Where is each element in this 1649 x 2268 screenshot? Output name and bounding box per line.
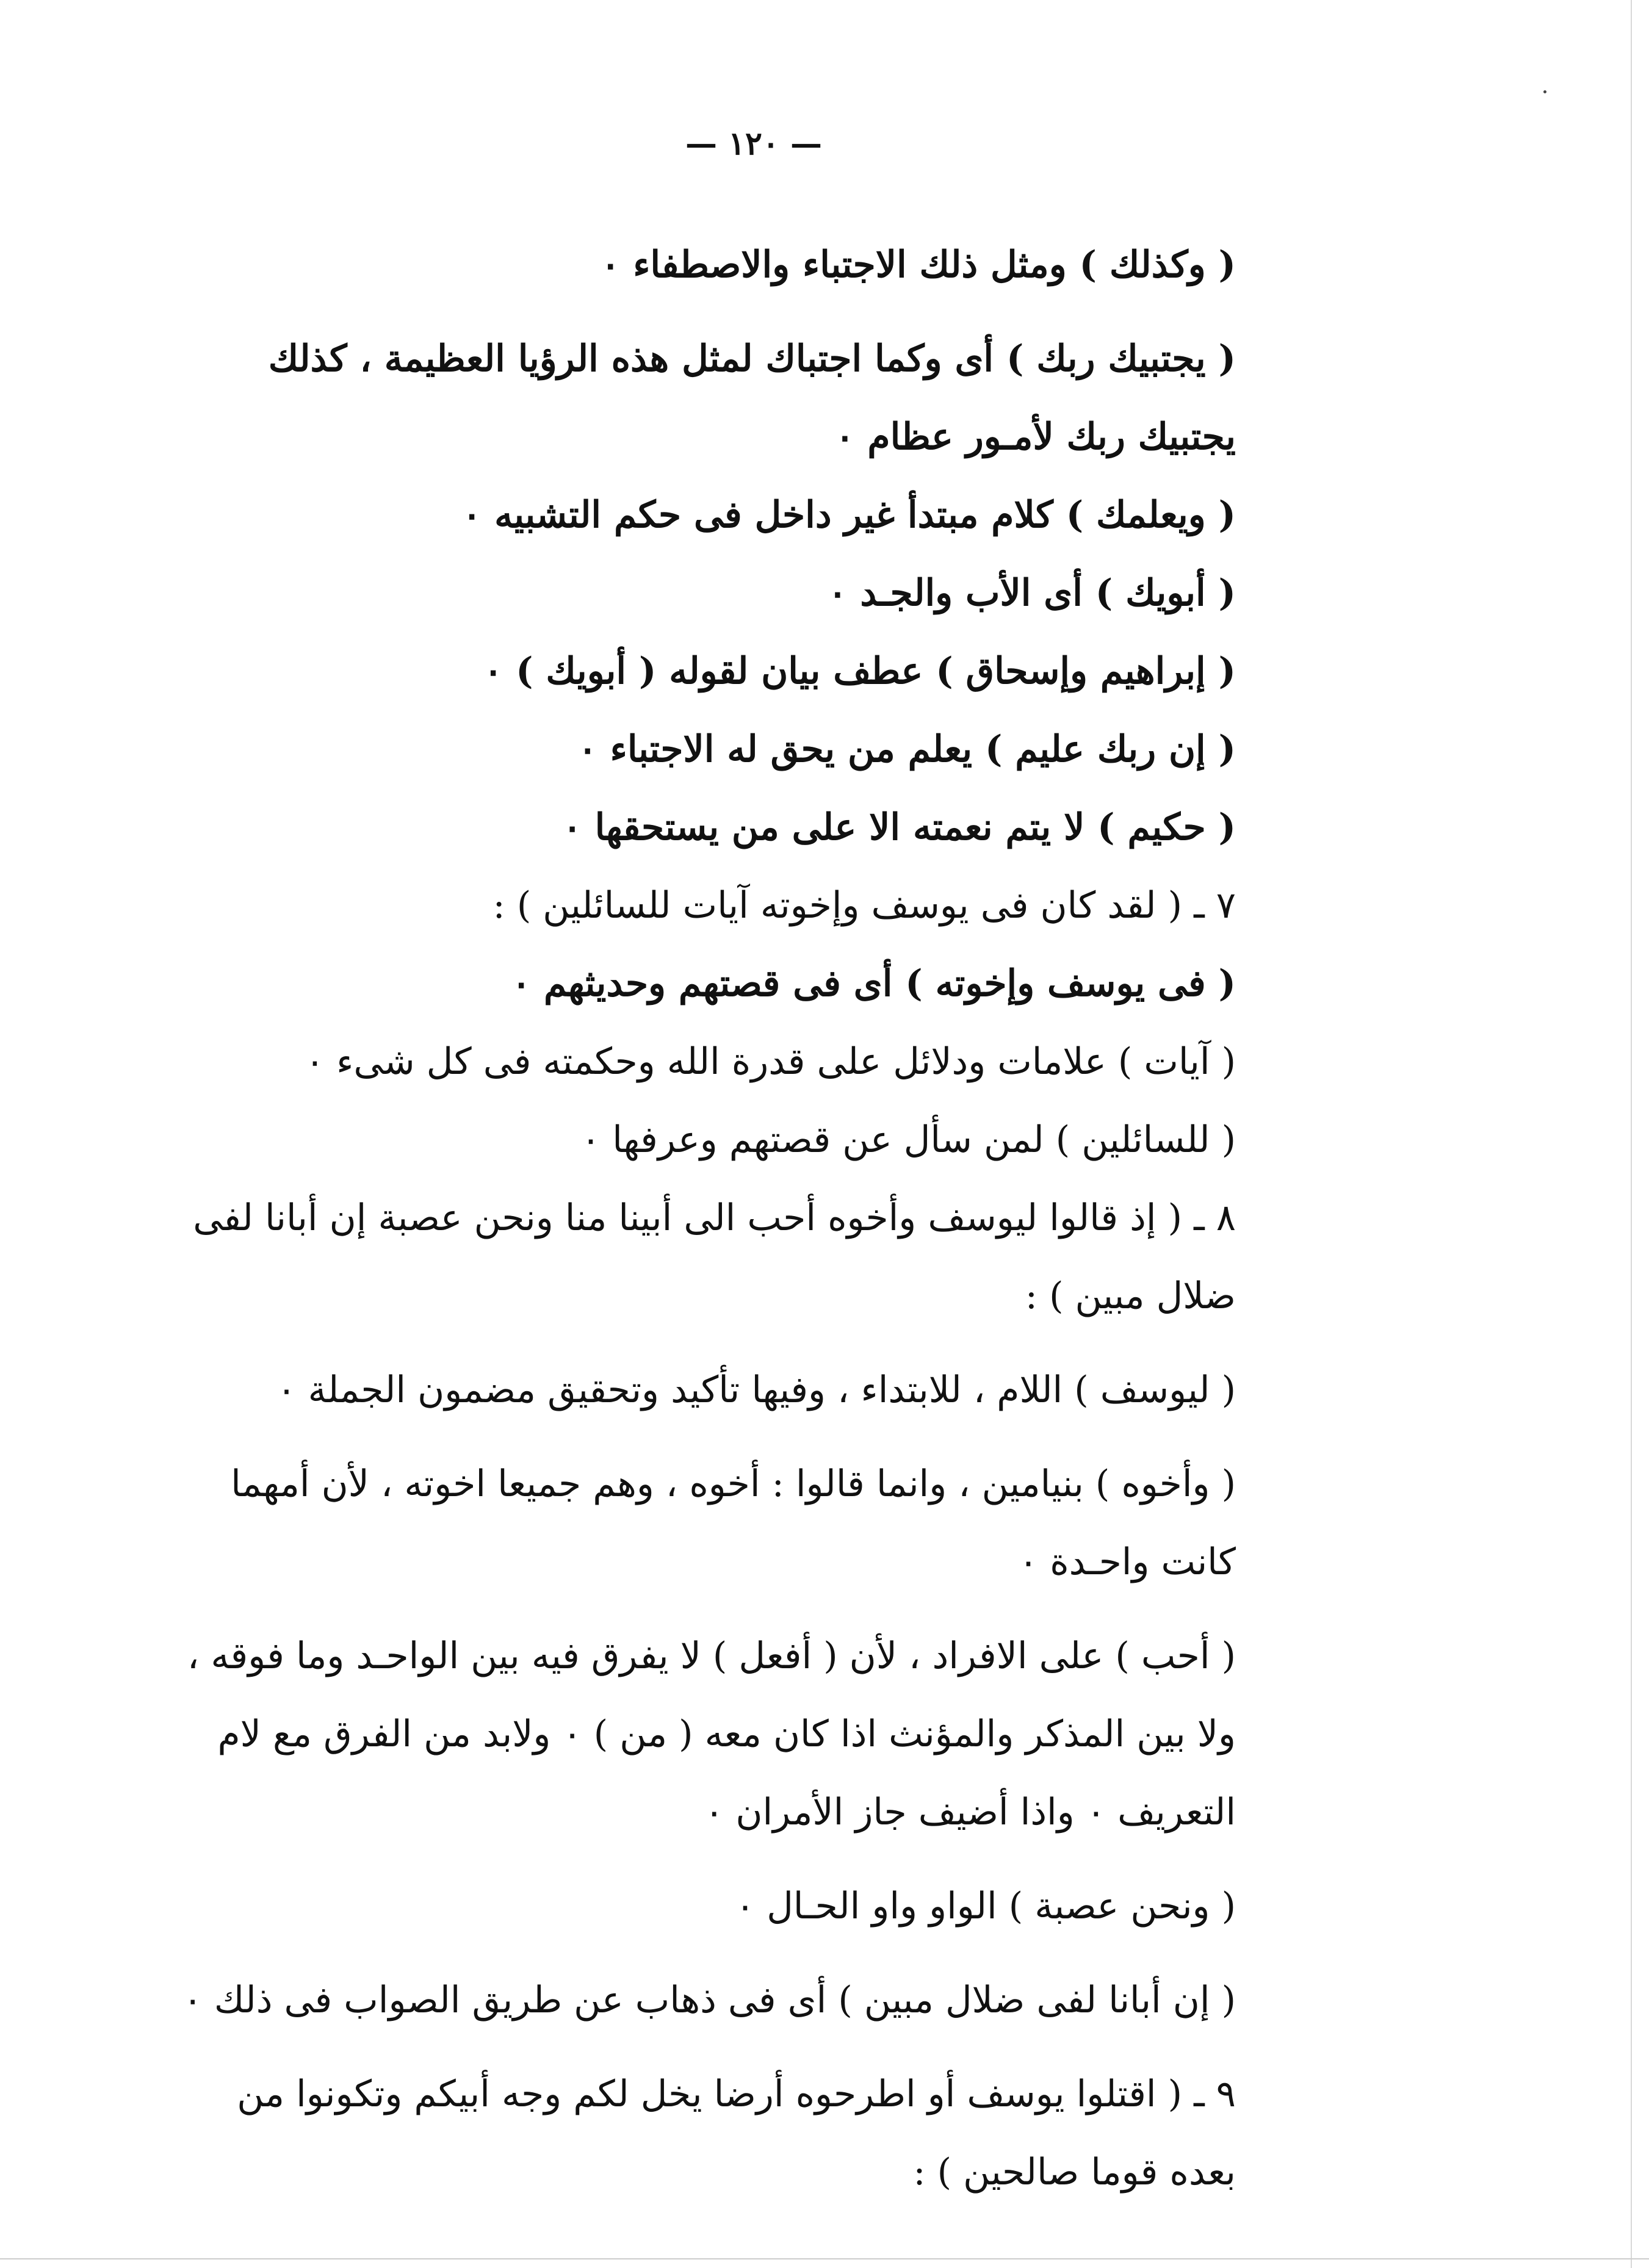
paragraph: ٨ ـ ( إذ قالوا ليوسف وأخوه أحب الى أبينا منا ونحن عصبة إن أبانا لفى ضلال مبين ) : [193,1197,1236,1317]
paragraph: ( إبراهيم وإسحاق ) عطف بيان لقوله ( أبويك ) ٠ [483,650,1236,693]
paragraph: ٩ ـ ( اقتلوا يوسف أو اطرحوه أرضا يخل لكم وجه أبيكم وتكونوا من بعده قوما صالحين ) : [237,2073,1236,2194]
paragraph: ( آيات ) علامات ودلائل على قدرة الله وحكمته فى كل شىء ٠ [305,1040,1236,1083]
paragraph: ( أبويك ) أى الأب والجـد ٠ [828,572,1236,614]
paragraph: ( للسائلين ) لمن سأل عن قصتهم وعرفها ٠ [580,1118,1236,1161]
scan-edge-line [1631,0,1632,2268]
paragraph: ( ويعلمك ) كلام مبتدأ غير داخل فى حكم التشبيه ٠ [462,494,1236,536]
paragraph: ( حكيم ) لا يتم نعمته الا على من يستحقها ٠ [562,806,1236,849]
paragraph: ( إن أبانا لفى ضلال مبين ) أى فى ذهاب عن طريق الصواب فى ذلك ٠ [182,1979,1236,2021]
paragraph: ( ليوسف ) اللام ، للابتداء ، وفيها تأكيد وتحقيق مضمون الجملة ٠ [276,1369,1236,1411]
paragraph: ( وكذلك ) ومثل ذلك الاجتباء والاصطفاء ٠ [601,243,1236,286]
body-text [174,226,1333,2211]
paragraph: ( يجتبيك ربك ) أى وكما اجتباك لمثل هذه الرؤيا العظيمة ، كذلك يجتبيك ربك لأمـور عظام ٠ [268,337,1236,458]
paragraph: ( إن ربك عليم ) يعلم من يحق له الاجتباء ٠ [577,728,1236,771]
paragraph: ( فى يوسف وإخوته ) أى فى قصتهم وحديثهم ٠ [511,962,1236,1005]
paragraph: ( أحب ) على الافراد ، لأن ( أفعل ) لا يفرق فيه بين الواحـد وما فوقه ، ولا بين المذكر والمؤنث اذا كان معه ( من ) ٠ ولابد من الفرق مع لام التعريف ٠ واذا أضيف جاز الأمران ٠ [187,1635,1236,1834]
scan-bottom-edge [0,2258,1649,2259]
paragraph: ( وأخوه ) بنيامين ، وانما قالوا : أخوه ، وهم جميعا اخوته ، لأن أمهما كانت واحـدة ٠ [231,1463,1236,1583]
paragraph: ٧ ـ ( لقد كان فى يوسف وإخوته آيات للسائلين ) : [493,884,1236,927]
page-number: — ١٢٠ — [685,125,822,162]
scan-speck [1543,90,1546,93]
paragraph: ( ونحن عصبة ) الواو واو الحـال ٠ [735,1885,1236,1928]
